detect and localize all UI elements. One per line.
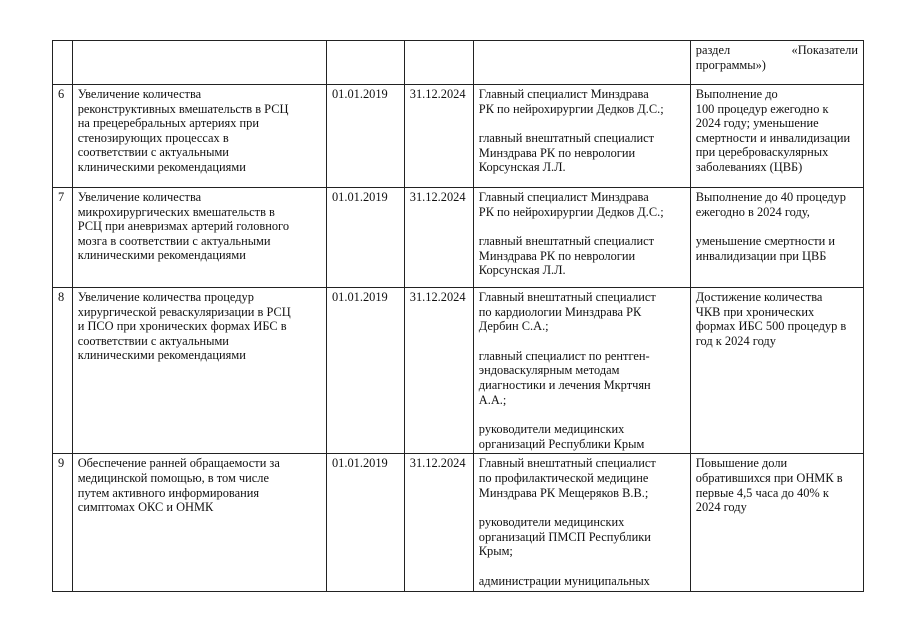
row-number: 8 [53,288,73,454]
cell-start-date [326,41,404,85]
responsible-paragraph: Главный специалист Минздрава РК по нейрохирургии Дедков Д.С.; [478,190,664,219]
end-date: 31.12.2024 [404,188,473,288]
responsible-cell [473,85,690,188]
row-number: 6 [53,85,73,188]
cell-name [72,41,326,85]
cell-num [53,41,73,85]
end-date: 31.12.2024 [404,288,473,454]
responsible-paragraph: главный внештатный специалист Минздрава РК по неврологии Корсунская Л.Л. [478,131,655,175]
responsible-paragraph: руководители медицинских организаций Республики Крым [478,422,645,451]
result-paragraph: Повышение доли обратившихся при ОНМК в первые 4,5 часа до 40% к 2024 году [695,456,843,515]
activity-name: Обеспечение ранней обращаемости за медицинской помощью, в том числе путем активного информирования симптомах ОКС и ОНМК [72,454,326,591]
start-date: 01.01.2019 [326,188,404,288]
row-number: 7 [53,188,73,288]
result-rest: программы») [695,57,766,72]
cell-result [690,41,863,85]
responsible-paragraph: Главный внештатный специалист по профилактической медицине Минздрава РК Мещеряков В.В.; [478,456,656,500]
result-cell [690,454,863,591]
responsible-paragraph: Главный внештатный специалист по кардиологии Минздрава РК Дербин С.А.; [478,290,656,334]
responsible-cell [473,454,690,591]
result-word: раздел [695,43,731,57]
cell-end-date [404,41,473,85]
end-date: 31.12.2024 [404,85,473,188]
start-date: 01.01.2019 [326,454,404,591]
result-paragraph: Достижение количества ЧКВ при хронических формах ИБС 500 процедур в год к 2024 году [695,290,847,348]
row-number: 9 [53,454,73,591]
result-cell [690,85,863,188]
start-date: 01.01.2019 [326,288,404,454]
responsible-paragraph: администрации муниципальных [478,573,650,588]
end-date: 31.12.2024 [404,454,473,591]
result-paragraph: уменьшение смертности и инвалидизации при ЦВБ [695,234,836,263]
activities-table [52,40,864,592]
table-row [53,288,864,454]
responsible-paragraph: главный специалист по рентген- эндоваскулярным методам диагностики и лечения Мкртчян А.А.; [478,348,651,407]
responsible-cell [473,188,690,288]
activity-name: Увеличение количества процедур хирургической реваскуляризации в РСЦ и ПСО при хронических формах ИБС в соответствии с актуальными клиническими рекомендациями [72,288,326,454]
table-row [53,85,864,188]
responsible-paragraph: Главный специалист Минздрава РК по нейрохирургии Дедков Д.С.; [478,87,664,116]
activity-name: Увеличение количества микрохирургических вмешательств в РСЦ при аневризмах артерий головного мозга в соответствии с актуальными клиническими рекомендациями [72,188,326,288]
result-cell [690,188,863,288]
result-cell [690,288,863,454]
result-first-line [696,43,858,58]
table-row [53,188,864,288]
responsible-cell [473,288,690,454]
table-row [53,454,864,591]
start-date: 01.01.2019 [326,85,404,188]
result-quote: «Показатели [791,43,858,57]
responsible-paragraph: главный внештатный специалист Минздрава РК по неврологии Корсунская Л.Л. [478,234,655,278]
result-paragraph: Выполнение до 40 процедур ежегодно в 2024 году, [695,190,846,219]
result-paragraph: Выполнение до 100 процедур ежегодно к 2024 году; уменьшение смертности и инвалидизации при цереброваскулярных заболеваниях (ЦВБ) [695,87,851,174]
responsible-paragraph: руководители медицинских организаций ПМСП Республики Крым; [478,515,651,559]
activity-name: Увеличение количества реконструктивных вмешательств в РСЦ на прецеребральных артериях при стенозирующих процессах в соответствии с актуальными клиническими рекомендациями [72,85,326,188]
continuation-row [53,41,864,85]
cell-responsible [473,41,690,85]
